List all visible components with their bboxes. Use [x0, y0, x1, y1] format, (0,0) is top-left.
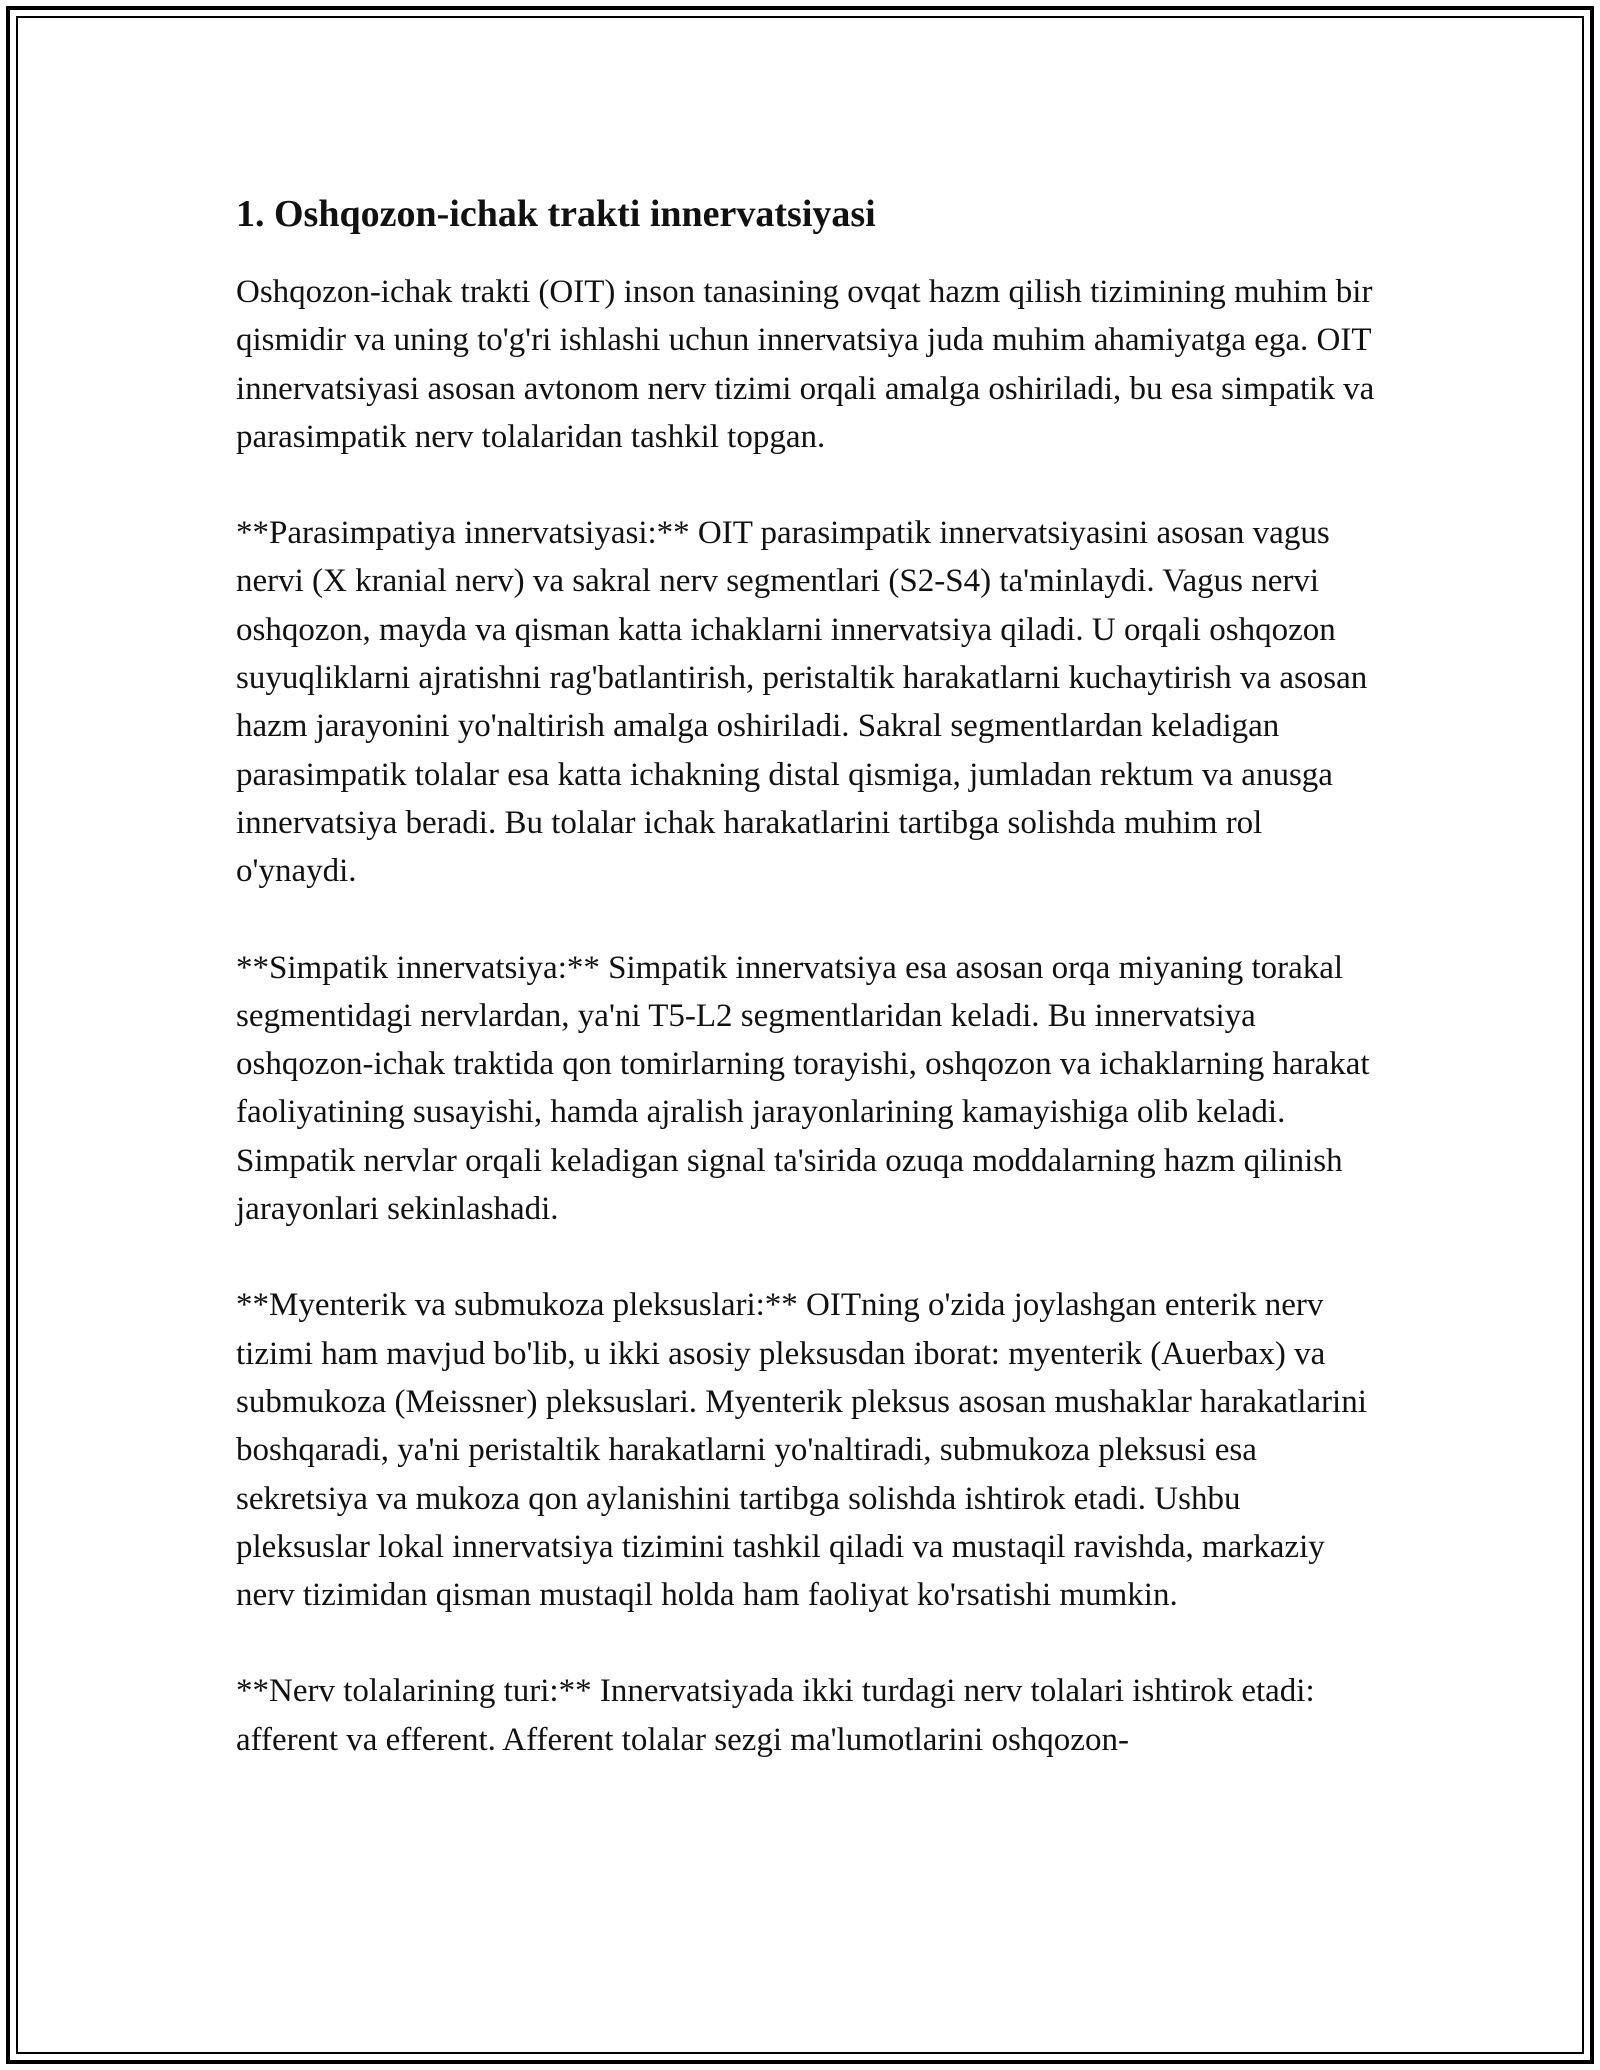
section-heading: 1. Oshqozon-ichak trakti innervatsiyasi	[236, 193, 876, 235]
paragraph-enteric-plexuses: **Myenterik va submukoza pleksuslari:** OITning o'zida joylashgan enterik nerv tizimi ham mavjud bo'lib, u ikki asosiy pleksusdan iborat: myenterik (Auerbax) va submukoza (Meissner) pleksuslari. Myenterik pleksus asosan mushaklar harakatlarini boshqaradi, ya'ni peristaltik harakatlarni yo'naltiradi, submukoza pleksusi esa sekretsiya va mukoza qon aylanishini tartibga solishda ishtirok etadi. Ushbu pleksuslar lokal innervatsiya tizimini tashkil qiladi va mustaqil ravishda, markaziy nerv tizimidan qisman mustaqil holda ham faoliyat ko'rsatishi mumkin.	[236, 1287, 1367, 1614]
paragraph-nerve-fiber-types: **Nerv tolalarining turi:** Innervatsiyada ikki turdagi nerv tolalari ishtirok etadi: afferent va efferent. Afferent tolalar sezgi ma'lumotlarini oshqozon-	[236, 1673, 1315, 1758]
paragraph-intro: Oshqozon-ichak trakti (OIT) inson tanasining ovqat hazm qilish tizimining muhim bir qismidir va uning to'g'ri ishlashi uchun innervatsiya juda muhim ahamiyatga ega. OIT innervatsiyasi asosan avtonom nerv tizimi orqali amalga oshiriladi, bu esa simpatik va parasimpatik nerv tolalaridan tashkil topgan.	[236, 274, 1375, 455]
document-body	[236, 186, 1376, 1812]
paragraph-parasympathetic: **Parasimpatiya innervatsiyasi:** OIT parasimpatik innervatsiyasini asosan vagus nervi (X kranial nerv) va sakral nerv segmentlari (S2-S4) ta'minlaydi. Vagus nervi oshqozon, mayda va qisman katta ichaklarni innervatsiya qiladi. U orqali oshqozon suyuqliklarni ajratishni rag'batlantirish, peristaltik harakatlarni kuchaytirish va asosan hazm jarayonini yo'naltirish amalga oshiriladi. Sakral segmentlardan keladigan parasimpatik tolalar esa katta ichakning distal qismiga, jumladan rektum va anusga innervatsiya beradi. Bu tolalar ichak harakatlarini tartibga solishda muhim rol o'ynaydi.	[236, 515, 1368, 890]
paragraph-sympathetic: **Simpatik innervatsiya:** Simpatik innervatsiya esa asosan orqa miyaning torakal segmentidagi nervlardan, ya'ni T5-L2 segmentlaridan keladi. Bu innervatsiya oshqozon-ichak traktida qon tomirlarning torayishi, oshqozon va ichaklarning harakat faoliyatining susayishi, hamda ajralish jarayonlarining kamayishiga olib keladi. Simpatik nervlar orqali keladigan signal ta'sirida ozuqa moddalarning hazm qilinish jarayonlari sekinlashadi.	[236, 949, 1370, 1228]
